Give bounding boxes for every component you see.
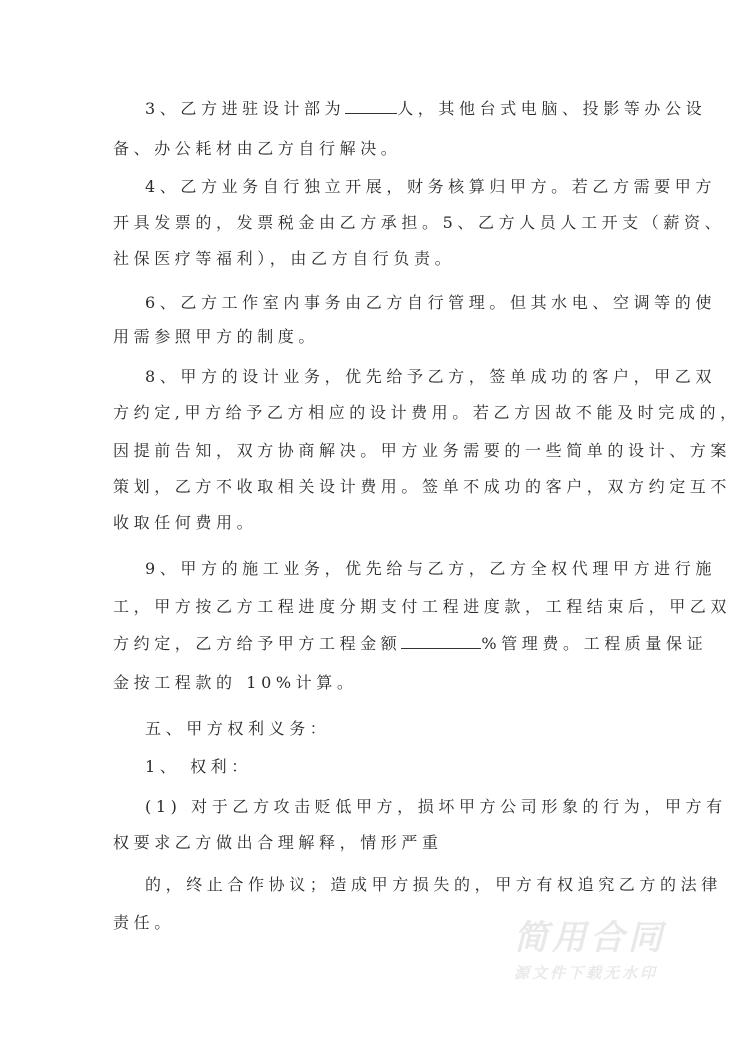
paragraph-line: 用需参照甲方的制度。 — [113, 327, 320, 346]
paragraph-line: 8、甲方的设计业务，优先给予乙方，签单成功的客户，甲乙双 — [145, 367, 716, 386]
paragraph-line: 开具发票的，发票税金由乙方承担。5、乙方人员人工开支（薪资、 — [113, 213, 726, 232]
subsection-heading: 1、 权利： — [145, 757, 252, 776]
fill-in-blank — [401, 634, 481, 649]
section-heading: 五、甲方权利义务： — [145, 719, 331, 738]
line-text: %管理费。工程质量保证 — [481, 634, 708, 653]
paragraph-line: 工，甲方按乙方工程进度分期支付工程进度款，工程结束后，甲乙双 — [113, 597, 732, 616]
paragraph-line: 策划，乙方不收取相关设计费用。签单不成功的客户，双方约定互不 — [113, 477, 732, 496]
paragraph-line: 收取任何费用。 — [113, 513, 258, 532]
paragraph-line: 因提前告知，双方协商解决。甲方业务需要的一些简单的设计、方案 — [113, 441, 732, 460]
paragraph-line: 6、乙方工作室内事务由乙方自行管理。但其水电、空调等的使 — [145, 293, 716, 312]
paragraph-line — [113, 625, 707, 662]
paragraph-line: 责任。 — [113, 913, 175, 932]
paragraph-line: (1) 对于乙方攻击贬低甲方，损坏甲方公司形象的行为，甲方有 — [145, 797, 727, 816]
watermark-subtitle: 源文件下载无水印 — [514, 964, 659, 982]
line-text: 人，其他台式电脑、投影等办公设 — [397, 99, 707, 118]
paragraph-line: 方约定,甲方给予乙方相应的设计费用。若乙方因故不能及时完成的， — [113, 403, 741, 422]
line-text: 3、乙方进驻设计部为 — [145, 99, 346, 118]
fill-in-blank — [345, 99, 397, 114]
line-text: 方约定，乙方给予甲方工程金额 — [113, 634, 402, 653]
paragraph-line: 4、乙方业务自行独立开展，财务核算归甲方。若乙方需要甲方 — [145, 177, 716, 196]
watermark-title: 简用合同 — [514, 918, 666, 958]
paragraph-line: 9、甲方的施工业务，优先给与乙方，乙方全权代理甲方进行施 — [145, 559, 716, 578]
paragraph-line: 权要求乙方做出合理解释，情形严重 — [113, 833, 443, 852]
watermark — [514, 918, 690, 984]
paragraph-line — [145, 90, 706, 127]
paragraph-line: 社保医疗等福利），由乙方自行负责。 — [113, 249, 456, 268]
paragraph-line: 的，终止合作协议；造成甲方损失的，甲方有权追究乙方的法律 — [145, 875, 722, 894]
paragraph-line: 备、办公耗材由乙方自行解决。 — [113, 139, 402, 158]
paragraph-line: 金按工程款的 10%计算。 — [113, 673, 358, 692]
